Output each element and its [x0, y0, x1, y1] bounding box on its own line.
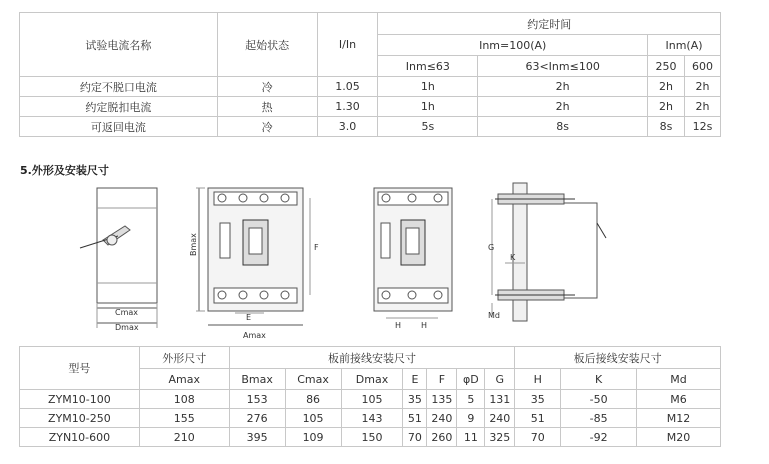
col-header: Md — [637, 369, 721, 390]
label-h2: H — [421, 321, 428, 330]
row-cell: 2h — [684, 97, 720, 117]
table-row — [20, 117, 721, 137]
row-ratio: 1.30 — [317, 97, 378, 117]
col-header: φD — [457, 369, 485, 390]
row-cell: 8s — [648, 117, 685, 137]
label-cmax: Cmax — [115, 308, 139, 317]
col-header: Cmax — [285, 369, 341, 390]
cell: 86 — [285, 390, 341, 409]
rear-view-drawing — [374, 188, 452, 318]
cell: 240 — [485, 409, 515, 428]
cell: 143 — [341, 409, 403, 428]
row-cell: 2h — [478, 97, 648, 117]
cell: 35 — [403, 390, 427, 409]
col-header: G — [485, 369, 515, 390]
cell: 325 — [485, 428, 515, 447]
cell: 105 — [285, 409, 341, 428]
col-header: H — [515, 369, 561, 390]
header-back-wiring: 板后接线安装尺寸 — [515, 347, 721, 369]
label-h1: H — [395, 321, 402, 330]
cell: 109 — [285, 428, 341, 447]
label-f: F — [314, 243, 319, 252]
row-cell: 1h — [378, 97, 478, 117]
test-current-table — [19, 12, 721, 137]
header-test-current-name: 试验电流名称 — [20, 13, 218, 77]
table-row — [20, 97, 721, 117]
table-row — [20, 409, 721, 428]
row-cell: 2h — [648, 97, 685, 117]
cell: 395 — [229, 428, 285, 447]
cell: 5 — [457, 390, 485, 409]
cell: 108 — [139, 390, 229, 409]
header-initial-state: 起始状态 — [217, 13, 317, 77]
cell: -85 — [561, 409, 637, 428]
sub-header: 63<Inm≤100 — [478, 56, 648, 77]
cell-model: ZYM10-100 — [20, 390, 140, 409]
cell: 276 — [229, 409, 285, 428]
cell: -50 — [561, 390, 637, 409]
row-state: 冷 — [217, 77, 317, 97]
label-bmax: Bmax — [189, 233, 198, 256]
row-state: 热 — [217, 97, 317, 117]
row-cell: 8s — [478, 117, 648, 137]
header-conventional-time: 约定时间 — [378, 13, 721, 35]
header-ratio: I/In — [317, 13, 378, 77]
dimensions-table — [19, 346, 721, 447]
table-row — [20, 428, 721, 447]
table-row — [20, 77, 721, 97]
table-row — [20, 390, 721, 409]
sub-header: 250 — [648, 56, 685, 77]
label-e: E — [246, 313, 252, 322]
outline-drawings — [0, 178, 769, 343]
header-inm: Inm(A) — [648, 35, 721, 56]
front-view-drawing — [196, 188, 310, 325]
row-cell: 1h — [378, 77, 478, 97]
col-header: F — [427, 369, 457, 390]
header-front-wiring: 板前接线安装尺寸 — [229, 347, 515, 369]
cell-model: ZYN10-600 — [20, 428, 140, 447]
row-cell: 5s — [378, 117, 478, 137]
row-cell: 12s — [684, 117, 720, 137]
cell: M12 — [637, 409, 721, 428]
side-view-drawing — [80, 188, 157, 328]
cell: 70 — [515, 428, 561, 447]
cell: 105 — [341, 390, 403, 409]
col-header: Amax — [139, 369, 229, 390]
row-name: 约定不脱口电流 — [20, 77, 218, 97]
row-name: 约定脱扣电流 — [20, 97, 218, 117]
cell: 150 — [341, 428, 403, 447]
cell: 210 — [139, 428, 229, 447]
label-amax: Amax — [243, 331, 266, 340]
cell: 240 — [427, 409, 457, 428]
cell: 9 — [457, 409, 485, 428]
row-state: 冷 — [217, 117, 317, 137]
label-md: Md — [488, 311, 500, 320]
label-g: G — [488, 243, 495, 252]
header-model: 型号 — [20, 347, 140, 390]
header-inm-100: Inm=100(A) — [378, 35, 648, 56]
cell-model: ZYM10-250 — [20, 409, 140, 428]
row-ratio: 3.0 — [317, 117, 378, 137]
cell: 51 — [403, 409, 427, 428]
row-cell: 2h — [648, 77, 685, 97]
cell: 70 — [403, 428, 427, 447]
sub-header: Inm≤63 — [378, 56, 478, 77]
rear-wiring-drawing — [492, 183, 606, 321]
cell: 155 — [139, 409, 229, 428]
section-title: 5.外形及安装尺寸 — [20, 164, 109, 177]
row-ratio: 1.05 — [317, 77, 378, 97]
col-header: K — [561, 369, 637, 390]
col-header: Dmax — [341, 369, 403, 390]
row-cell: 2h — [478, 77, 648, 97]
header-outline: 外形尺寸 — [139, 347, 229, 369]
row-name: 可返回电流 — [20, 117, 218, 137]
cell: 11 — [457, 428, 485, 447]
cell: 35 — [515, 390, 561, 409]
sub-header: 600 — [684, 56, 720, 77]
row-cell: 2h — [684, 77, 720, 97]
label-k: K — [510, 253, 516, 262]
cell: -92 — [561, 428, 637, 447]
cell: 153 — [229, 390, 285, 409]
cell: M20 — [637, 428, 721, 447]
cell: 131 — [485, 390, 515, 409]
cell: 260 — [427, 428, 457, 447]
cell: 135 — [427, 390, 457, 409]
cell: M6 — [637, 390, 721, 409]
col-header: E — [403, 369, 427, 390]
col-header: Bmax — [229, 369, 285, 390]
label-dmax: Dmax — [115, 323, 139, 332]
cell: 51 — [515, 409, 561, 428]
